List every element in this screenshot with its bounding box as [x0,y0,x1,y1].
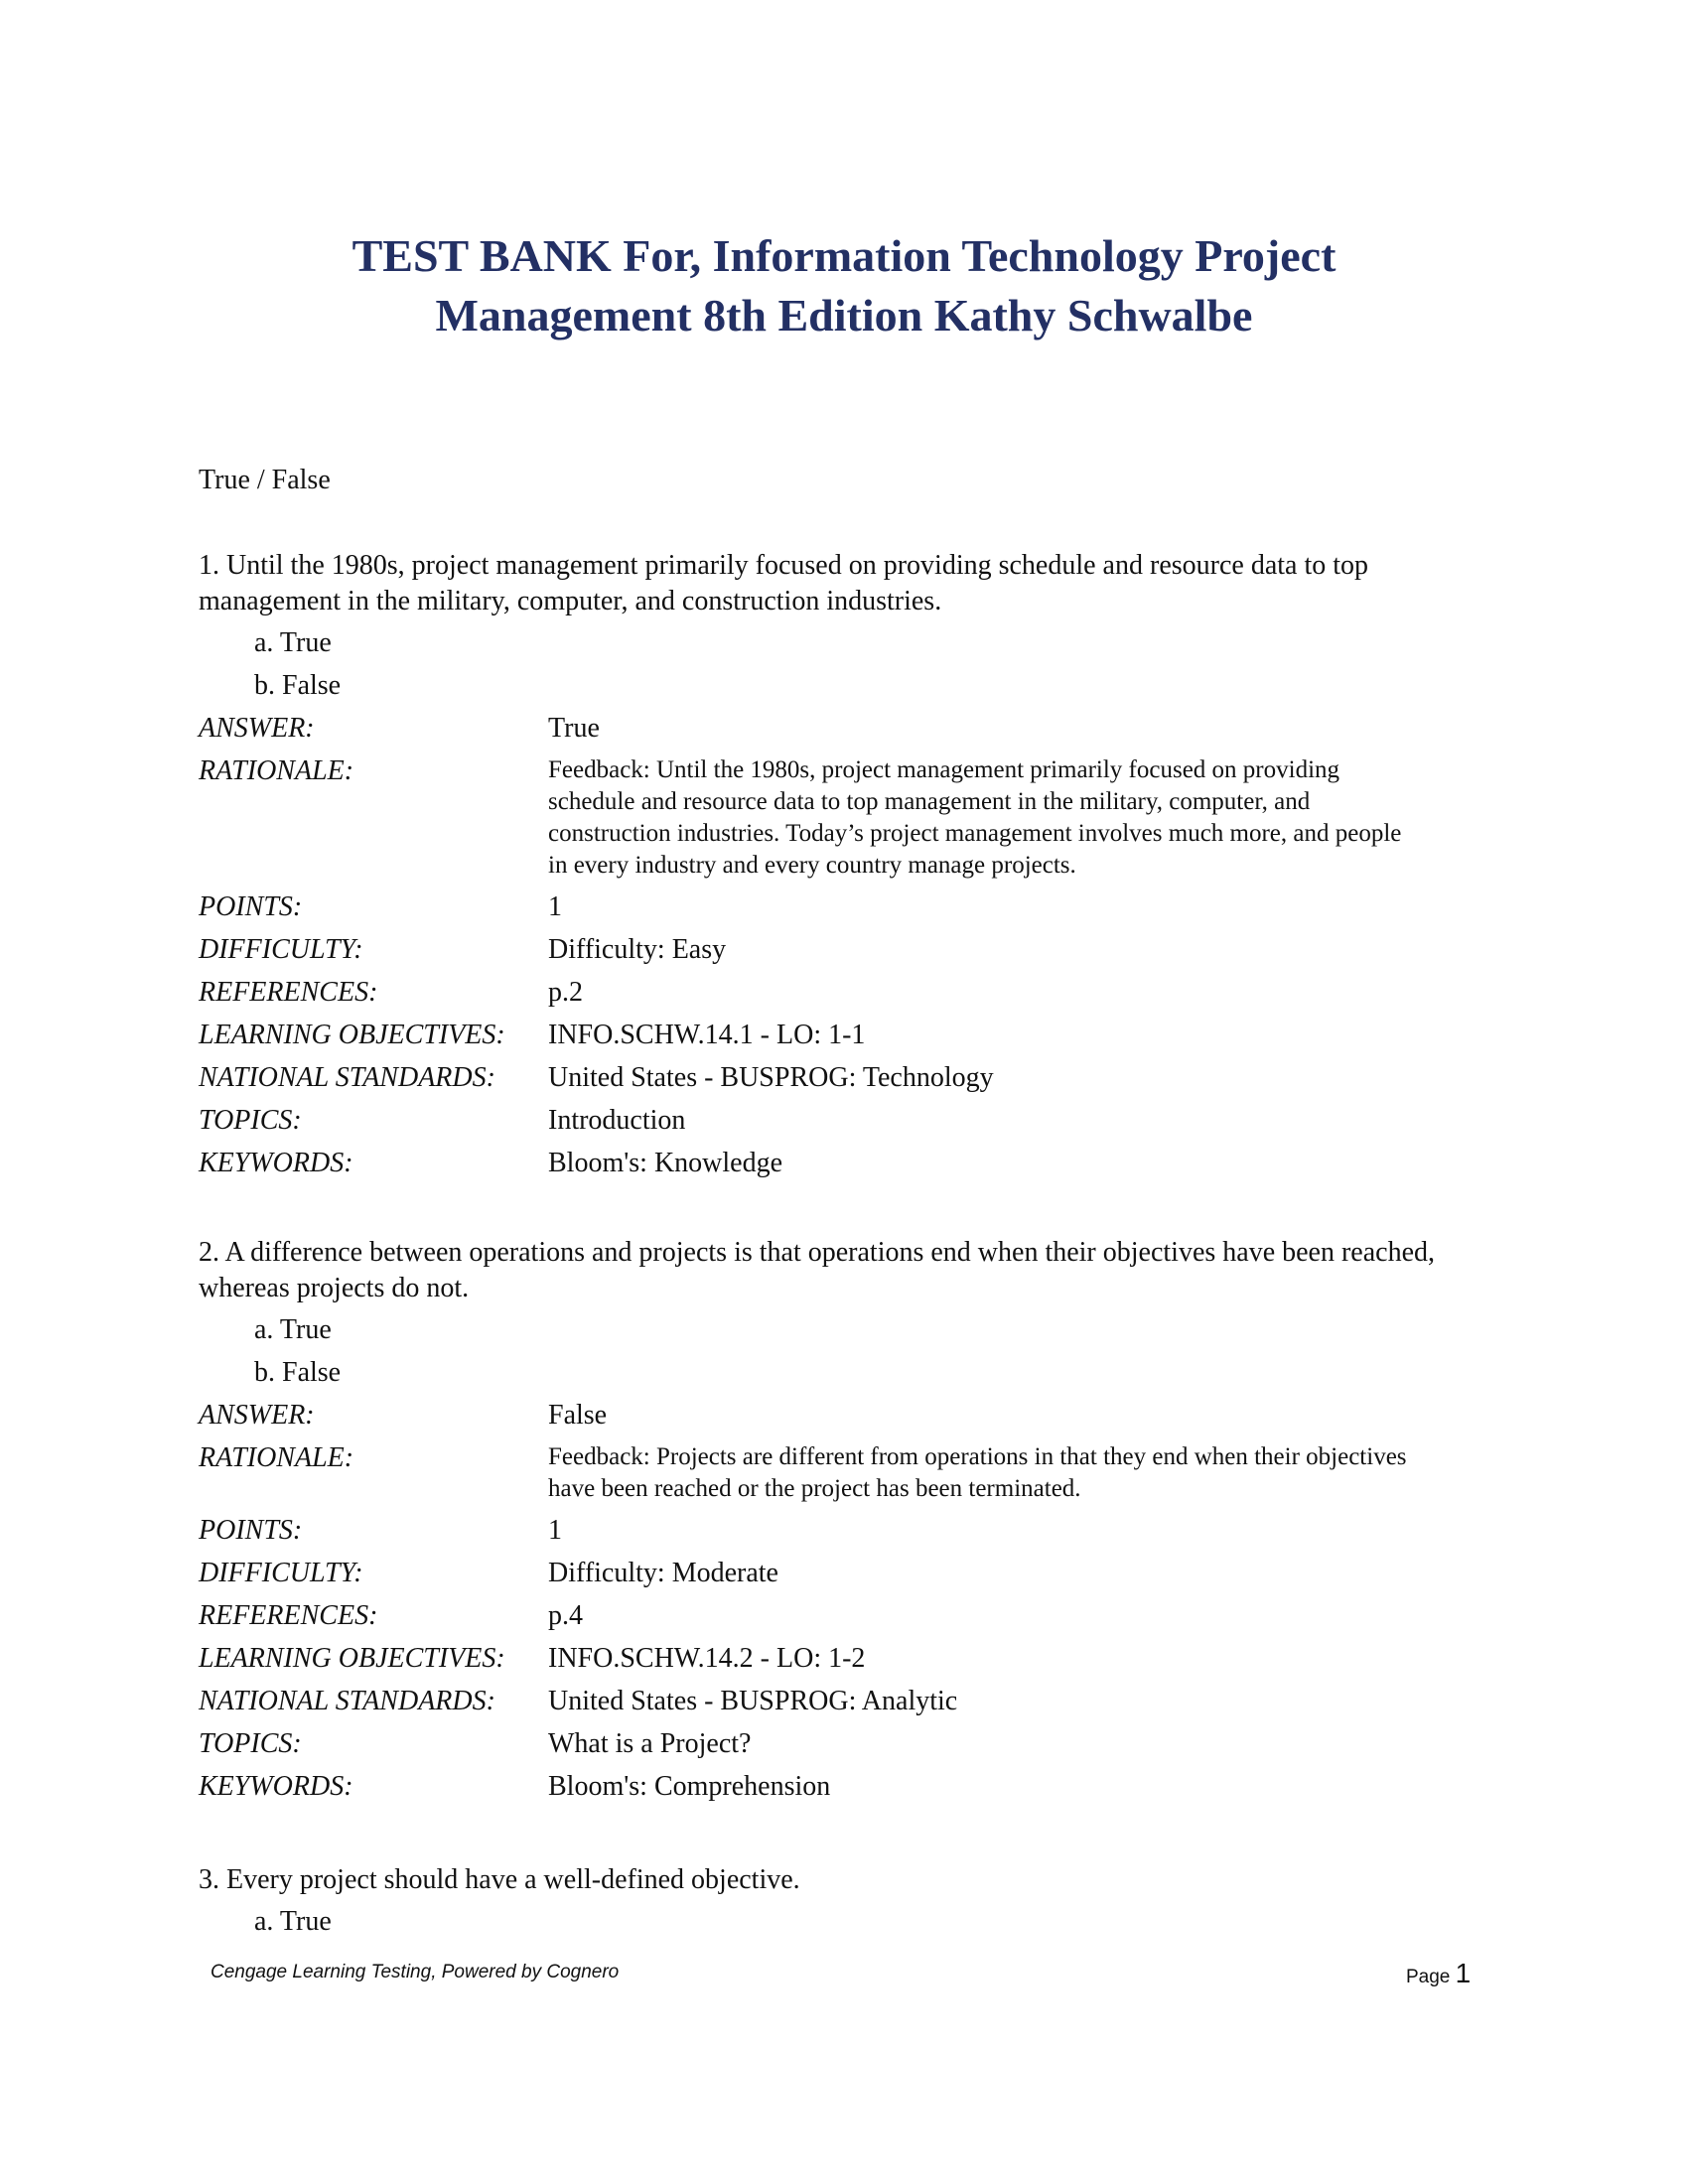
topics-label: TOPICS: [199,1728,302,1759]
difficulty-row [199,928,1489,971]
national-standards-row [199,1056,1489,1099]
topics-label: TOPICS: [199,1105,302,1136]
title-line-2: Management 8th Edition Kathy Schwalbe [435,290,1253,341]
learning-objectives-row [199,1014,1489,1056]
rationale-value: Feedback: Projects are different from operations in that they end when their objectives have been reached or the project has been terminated. [548,1443,1407,1502]
question-stem: 3. Every project should have a well-defined objective. [199,1864,800,1895]
points-label: POINTS: [199,1515,303,1546]
answer-label: ANSWER: [199,713,315,744]
references-label: REFERENCES: [199,977,378,1008]
answer-row [199,707,1489,750]
references-row [199,971,1489,1014]
section-heading: True / False [199,465,331,495]
page-indicator [1406,1958,1471,1989]
option-a: a. True [254,1314,332,1345]
question-metadata [199,1394,1489,1808]
answer-options [199,621,1489,707]
references-value: p.2 [548,977,583,1008]
question-stem: 1. Until the 1980s, project management primarily focused on providing schedule and resource data to top management in the military, computer, and construction industries. [199,550,1369,616]
page-number: 1 [1455,1958,1472,1988]
points-row [199,886,1489,928]
rationale-row [199,1436,1489,1509]
learning-objectives-row [199,1637,1489,1680]
national-standards-value: United States - BUSPROG: Analytic [548,1686,958,1716]
difficulty-label: DIFFICULTY: [199,934,363,965]
keywords-value: Bloom's: Knowledge [548,1148,783,1178]
national-standards-value: United States - BUSPROG: Technology [548,1062,994,1093]
keywords-label: KEYWORDS: [199,1148,353,1178]
page-label: Page [1406,1967,1451,1987]
national-standards-label: NATIONAL STANDARDS: [199,1062,495,1093]
option-a: a. True [254,1906,332,1937]
option-a: a. True [254,627,332,658]
references-value: p.4 [548,1600,583,1631]
topics-value: Introduction [548,1105,686,1136]
rationale-label: RATIONALE: [199,755,354,786]
rationale-row [199,750,1489,886]
learning-objectives-value: INFO.SCHW.14.2 - LO: 1-2 [548,1643,866,1674]
points-row [199,1509,1489,1552]
answer-options [199,1900,1489,1943]
learning-objectives-value: INFO.SCHW.14.1 - LO: 1-1 [548,1020,866,1050]
topics-row [199,1722,1489,1765]
difficulty-row [199,1552,1489,1594]
answer-options [199,1308,1489,1394]
question-1 [199,548,1489,1184]
learning-objectives-label: LEARNING OBJECTIVES: [199,1643,505,1674]
keywords-value: Bloom's: Comprehension [548,1771,831,1802]
question-3 [199,1862,1489,1943]
title-line-1: TEST BANK For, Information Technology Project [352,230,1336,281]
keywords-label: KEYWORDS: [199,1771,353,1802]
references-row [199,1594,1489,1637]
rationale-label: RATIONALE: [199,1442,354,1473]
answer-label: ANSWER: [199,1400,315,1431]
learning-objectives-label: LEARNING OBJECTIVES: [199,1020,505,1050]
document-title [149,226,1539,345]
points-value: 1 [548,891,562,922]
question-2 [199,1235,1489,1808]
rationale-value: Feedback: Until the 1980s, project management primarily focused on providing schedule and resource data to top management in the military, computer, and construction industries. Today’s project management involves much more, and people in every industry and every country manage projects. [548,756,1402,879]
keywords-row [199,1765,1489,1808]
topics-value: What is a Project? [548,1728,752,1759]
points-label: POINTS: [199,891,303,922]
keywords-row [199,1142,1489,1184]
references-label: REFERENCES: [199,1600,378,1631]
topics-row [199,1099,1489,1142]
difficulty-value: Difficulty: Easy [548,934,727,965]
difficulty-value: Difficulty: Moderate [548,1558,778,1588]
question-metadata [199,707,1489,1184]
answer-row [199,1394,1489,1436]
difficulty-label: DIFFICULTY: [199,1558,363,1588]
option-b: b. False [254,670,342,701]
footer-credit: Cengage Learning Testing, Powered by Cognero [211,1962,620,1982]
option-b: b. False [254,1357,342,1388]
question-stem: 2. A difference between operations and projects is that operations end when their objectives have been reached, whereas projects do not. [199,1237,1436,1303]
answer-value: True [548,713,600,744]
national-standards-label: NATIONAL STANDARDS: [199,1686,495,1716]
points-value: 1 [548,1515,562,1546]
answer-value: False [548,1400,608,1431]
national-standards-row [199,1680,1489,1722]
